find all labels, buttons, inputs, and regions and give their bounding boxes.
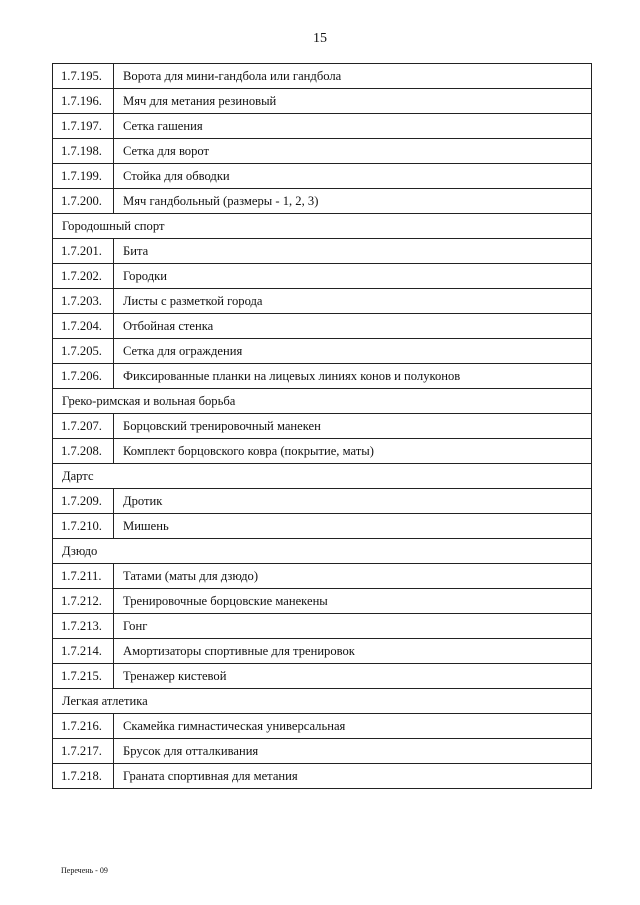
section-title: Легкая атлетика: [53, 689, 592, 714]
item-name: Бита: [114, 239, 592, 264]
item-number: 1.7.195.: [53, 64, 114, 89]
section-title: Городошный спорт: [53, 214, 592, 239]
item-number: 1.7.204.: [53, 314, 114, 339]
section-title: Дартс: [53, 464, 592, 489]
item-name: Брусок для отталкивания: [114, 739, 592, 764]
item-name: Сетка для ограждения: [114, 339, 592, 364]
section-header-row: [53, 689, 592, 714]
item-number: 1.7.210.: [53, 514, 114, 539]
item-name: Городки: [114, 264, 592, 289]
table-row: [53, 264, 592, 289]
item-number: 1.7.203.: [53, 289, 114, 314]
item-number: 1.7.211.: [53, 564, 114, 589]
item-name: Мяч гандбольный (размеры - 1, 2, 3): [114, 189, 592, 214]
item-number: 1.7.212.: [53, 589, 114, 614]
item-number: 1.7.197.: [53, 114, 114, 139]
table-row: [53, 489, 592, 514]
table-row: [53, 289, 592, 314]
table-row: [53, 739, 592, 764]
item-number: 1.7.213.: [53, 614, 114, 639]
section-header-row: [53, 214, 592, 239]
table-row: [53, 164, 592, 189]
item-name: Борцовский тренировочный манекен: [114, 414, 592, 439]
table-row: [53, 339, 592, 364]
item-number: 1.7.218.: [53, 764, 114, 789]
item-name: Мишень: [114, 514, 592, 539]
table-row: [53, 64, 592, 89]
section-header-row: [53, 539, 592, 564]
table-row: [53, 764, 592, 789]
item-name: Скамейка гимнастическая универсальная: [114, 714, 592, 739]
item-number: 1.7.214.: [53, 639, 114, 664]
item-name: Граната спортивная для метания: [114, 764, 592, 789]
table-row: [53, 139, 592, 164]
item-number: 1.7.206.: [53, 364, 114, 389]
footer-document-code: Перечень - 09: [61, 866, 108, 875]
item-name: Комплект борцовского ковра (покрытие, маты): [114, 439, 592, 464]
section-header-row: [53, 389, 592, 414]
table-row: [53, 614, 592, 639]
section-title: Греко-римская и вольная борьба: [53, 389, 592, 414]
item-number: 1.7.209.: [53, 489, 114, 514]
table-row: [53, 364, 592, 389]
item-name: Сетка гашения: [114, 114, 592, 139]
item-number: 1.7.205.: [53, 339, 114, 364]
item-number: 1.7.217.: [53, 739, 114, 764]
item-name: Гонг: [114, 614, 592, 639]
table-row: [53, 189, 592, 214]
item-name: Дротик: [114, 489, 592, 514]
item-name: Тренировочные борцовские манекены: [114, 589, 592, 614]
item-number: 1.7.196.: [53, 89, 114, 114]
table-row: [53, 714, 592, 739]
item-name: Стойка для обводки: [114, 164, 592, 189]
table-row: [53, 664, 592, 689]
table-row: [53, 414, 592, 439]
item-name: Отбойная стенка: [114, 314, 592, 339]
item-number: 1.7.200.: [53, 189, 114, 214]
table-row: [53, 239, 592, 264]
item-name: Листы с разметкой города: [114, 289, 592, 314]
item-number: 1.7.207.: [53, 414, 114, 439]
item-number: 1.7.215.: [53, 664, 114, 689]
table-row: [53, 439, 592, 464]
item-number: 1.7.216.: [53, 714, 114, 739]
equipment-table: [52, 63, 592, 789]
equipment-table-body: [53, 64, 592, 789]
table-row: [53, 564, 592, 589]
page-number: 15: [313, 31, 327, 46]
table-row: [53, 639, 592, 664]
item-name: Тренажер кистевой: [114, 664, 592, 689]
table-row: [53, 514, 592, 539]
item-name: Ворота для мини-гандбола или гандбола: [114, 64, 592, 89]
item-name: Мяч для метания резиновый: [114, 89, 592, 114]
item-name: Татами (маты для дзюдо): [114, 564, 592, 589]
item-name: Сетка для ворот: [114, 139, 592, 164]
table-row: [53, 114, 592, 139]
item-number: 1.7.198.: [53, 139, 114, 164]
item-name: Фиксированные планки на лицевых линиях конов и полуконов: [114, 364, 592, 389]
item-number: 1.7.201.: [53, 239, 114, 264]
table-row: [53, 89, 592, 114]
section-header-row: [53, 464, 592, 489]
item-number: 1.7.202.: [53, 264, 114, 289]
item-number: 1.7.199.: [53, 164, 114, 189]
section-title: Дзюдо: [53, 539, 592, 564]
item-name: Амортизаторы спортивные для тренировок: [114, 639, 592, 664]
table-row: [53, 589, 592, 614]
table-row: [53, 314, 592, 339]
item-number: 1.7.208.: [53, 439, 114, 464]
